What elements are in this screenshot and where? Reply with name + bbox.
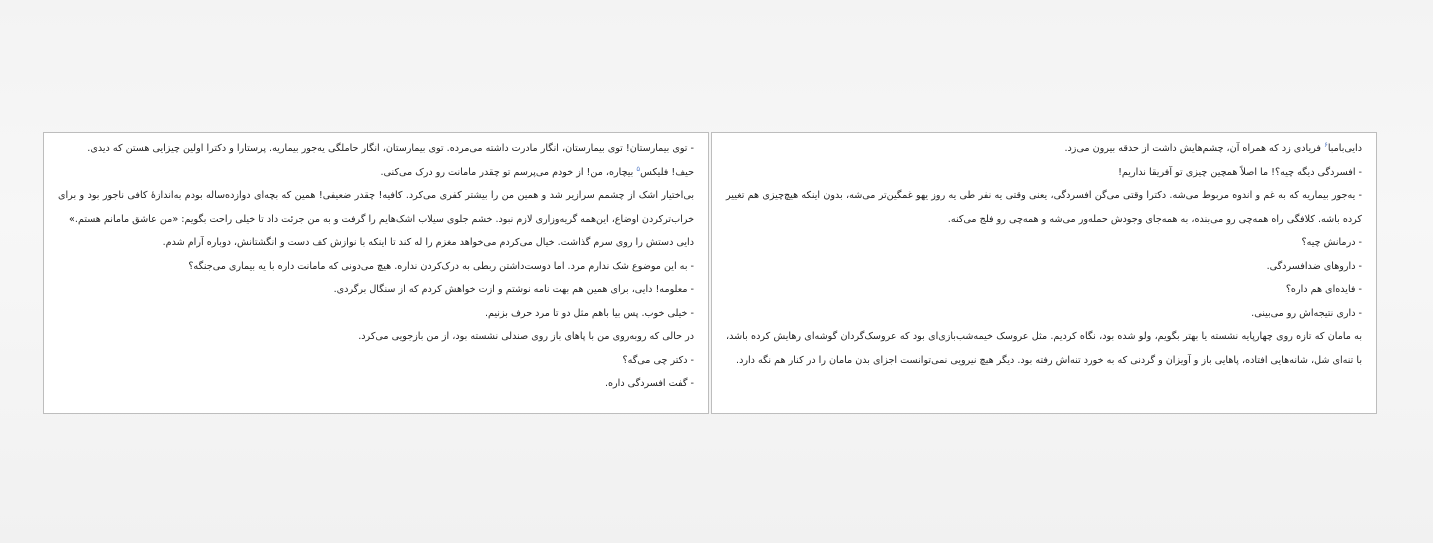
paragraph: - توی بیمارستان! توی بیمارستان، انگار مادرت داشته می‌مرده. توی بیمارستان، انگار حاملگی یه‌جور بیماریه. پرستارا و دکترا اولین چیزایی هستن که دیدی. [87, 143, 694, 154]
paragraph: - افسردگی دیگه چیه؟! ما اصلاً همچین چیزی تو آفریقا نداریم! [1118, 166, 1362, 178]
paragraph: - یه‌جور بیماریه که به غم و اندوه مربوط می‌شه. دکترا وقتی می‌گن افسردگی، یعنی وقتی یه نفر طی یه روز یهو غمگین‌تر می‌شه، بدون اینکه هیچ‌چیزی هم تغییر کرده باشه. کلافگی راه همه‌چی رو می‌بنده، به همه‌جای وجودش حمله‌ور می‌شه و همه‌چی رو فلج می‌کنه. [726, 190, 1362, 225]
paragraph: - داروهای ضدافسردگی. [1266, 260, 1362, 272]
paragraph: دایی دستش را روی سرم گذاشت. خیال می‌کردم می‌خواهد مغزم را له کند تا اینکه با نوازش کف دست و انگشتانش، دوباره آرام شدم. [162, 237, 694, 248]
paragraph: - گفت افسردگی داره. [604, 378, 694, 389]
paragraph: در حالی که روبه‌روی من با پاهای باز روی صندلی نشسته بود، از من بازجویی می‌کرد. [358, 331, 694, 342]
book-spread [43, 132, 1377, 416]
left-page [43, 132, 709, 414]
paragraph: - درمانش چیه؟ [1301, 237, 1362, 248]
footnote-marker[interactable]: ۶ [1324, 140, 1328, 149]
paragraph: - دکتر چی می‌گه؟ [622, 354, 694, 366]
paragraph: حیف! فلیکس$^۵$ بیچاره، من! از خودم می‌پرسم تو چقدر مامانت رو درک می‌کنی. [380, 164, 694, 178]
paragraph: - فایده‌ای هم داره؟ [1285, 284, 1362, 295]
paragraph: - داری نتیجه‌اش رو می‌بینی. [1251, 307, 1362, 319]
paragraph: - معلومه! دایی، برای همین هم بهت نامه نوشتم و ازت خواهش کردم که از سنگال برگردی. [333, 284, 694, 295]
right-page [711, 132, 1377, 414]
paragraph: دایی‌بامبا$^۶$ فریادی زد که همراه آن، چشم‌هایش داشت از حدقه بیرون می‌زد. [1064, 140, 1362, 154]
footnote-marker[interactable]: ۵ [636, 164, 641, 173]
paragraph: بی‌اختیار اشک از چشمم سرازیر شد و همین من را بیشتر کفری می‌کرد. کافیه! چقدر ضعیفی! همین که بچه‌ای دوازده‌ساله بودم به‌اندازهٔ کافی ناجور بود و برای خراب‌ترکردن اوضاع، این‌همه گریه‌وزاری لازم نبود. خشم جلوی سیلاب اشک‌هایم را گرفت و به من جرئت داد تا خیلی راحت بگویم: «من عاشق مامانم هستم.» [58, 190, 694, 225]
paragraph: به مامان که تازه روی چهارپایه نشسته یا بهتر بگویم، ولو شده بود، نگاه کردیم. مثل عروسک خیمه‌شب‌بازی‌ای بود که عروسک‌گردان گوشه‌ای رهایش کرده باشد، با تنه‌ای شل، شانه‌هایی افتاده، پاهایی باز و آویزان و گردنی که به خورد تنه‌اش رفته بود. دیگر هیچ نیرویی نمی‌توانست اجزای بدن مامان را در کنار هم نگه دارد. [726, 331, 1362, 366]
paragraph: - به این موضوع شک ندارم مرد. اما دوست‌داشتن ربطی به درک‌کردن نداره. هیچ می‌دونی که مامانت داره با یه بیماری می‌جنگه؟ [188, 260, 694, 272]
paragraph: - خیلی خوب. پس بیا باهم مثل دو تا مرد حرف بزنیم. [484, 307, 694, 319]
